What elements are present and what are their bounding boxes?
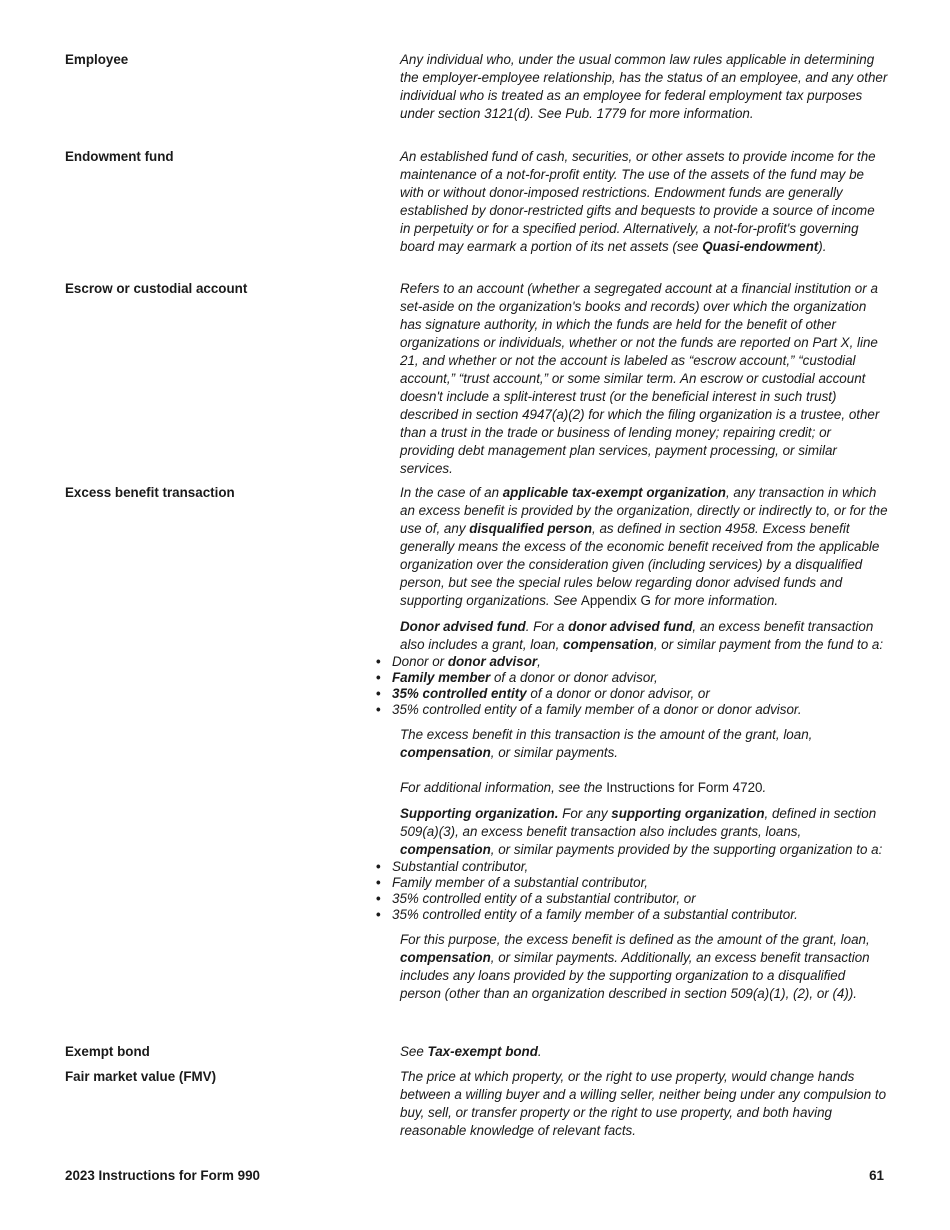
definition-endowment-fund xyxy=(400,148,888,256)
bullet-icon: • xyxy=(376,686,381,701)
term-exempt-bond: Exempt bond xyxy=(65,1044,150,1059)
term-endowment-fund: Endowment fund xyxy=(65,149,174,164)
bullet-icon: • xyxy=(376,670,381,685)
term-escrow-account: Escrow or custodial account xyxy=(65,281,248,296)
list-item: • 35% controlled entity of a substantial contributor, or xyxy=(376,891,696,906)
bullet-icon: • xyxy=(376,654,381,669)
term-link-disqualified-person[interactable]: disqualified person xyxy=(469,521,592,536)
definition-escrow-account xyxy=(400,280,888,478)
definition-text: Any individual who, under the usual common law rules applicable in determining the employer-employee relationship, has the status of an employee, and any other individual who is treated as an employee for federal employment tax purposes under section 3121(d). See Pub. 1779 for more information. xyxy=(400,52,888,121)
term-link-compensation[interactable]: compensation xyxy=(400,950,491,965)
excess-benefit-paragraph: In the case of an applicable tax-exempt organization, any transaction in which an excess benefit is provided by the organization, directly or indirectly to, or for the use of, any disqualified person, as defined in section 4958. Excess benefit generally means the excess of the economic benefit received from the applicable organization over the consideration given (including services) by a disqualified person, but see the special rules below regarding donor advised funds and supporting organizations. See Appendix G for more information. xyxy=(400,485,888,608)
appendix-g-ref[interactable]: Appendix G xyxy=(580,593,651,608)
term-excess-benefit: Excess benefit transaction xyxy=(65,485,235,500)
donor-advised-fund-bullets xyxy=(376,654,880,718)
term-link-family-member[interactable]: Family member xyxy=(392,670,491,685)
subhead-supporting-organization: Supporting organization. xyxy=(400,806,559,821)
definition-text: An established fund of cash, securities, or other assets to provide income for the maintenance of a not-for-profit entity. The use of the assets of the fund may be with or without donor-imposed restrictions. Endowment funds are generally established by donor-restricted gifts and bequests to provide a source of income in perpetuity or for a specified period. Alternatively, a not-for-profit's governing board may earmark a portion of its net assets (see xyxy=(400,149,876,254)
definition-text: Refers to an account (whether a segregated account at a financial institution or a set-aside on the organization's books and records) over which the organization has signature authority, in which the funds are held for the benefit of other organizations or individuals, whether or not the funds are reported on Part X, line 21, and whether or not the account is labeled as “escrow account,” “custodial account,” “trust account,” or some similar term. An escrow or custodial account doesn't include a split-interest trust (or the beneficial interest in such trust) described in section 4947(a)(2) for which the filing organization is a trustee, other than a trust in the trade or business of lending money; repairing credit; or providing debt management plan services, payment processing, or similar services. xyxy=(400,281,880,476)
term-link-compensation[interactable]: compensation xyxy=(400,745,491,760)
bullet-icon: • xyxy=(376,859,381,874)
list-item: • Family member of a substantial contributor, xyxy=(376,875,649,890)
list-item: • 35% controlled entity of a donor or donor advisor, or xyxy=(376,686,710,701)
definition-excess-benefit xyxy=(376,484,888,1003)
additional-info-paragraph: For additional information, see the Instructions for Form 4720. xyxy=(400,780,767,795)
bullet-icon: • xyxy=(376,875,381,890)
subhead-donor-advised-fund: Donor advised fund xyxy=(400,619,526,634)
bullet-icon: • xyxy=(376,702,381,717)
so-excess-amount-paragraph: For this purpose, the excess benefit is defined as the amount of the grant, loan, compensation, or similar payments. Additionally, an excess benefit transaction includes any loans provided by the supporting organization to a disqualified person (other than an organization described in section 509(a)(1), (2), or (4)). xyxy=(400,932,870,1001)
footer-title: 2023 Instructions for Form 990 xyxy=(65,1168,260,1183)
term-link-supporting-organization[interactable]: supporting organization xyxy=(611,806,765,821)
term-link-compensation[interactable]: compensation xyxy=(400,842,491,857)
term-link-donor-advised-fund[interactable]: donor advised fund xyxy=(568,619,693,634)
definition-text-end: ). xyxy=(818,239,827,254)
definition-fmv xyxy=(400,1068,888,1140)
definition-exempt-bond: See Tax-exempt bond. xyxy=(400,1044,542,1059)
supporting-org-bullets xyxy=(376,859,880,923)
cross-ref-tax-exempt-bond[interactable]: Tax-exempt bond xyxy=(427,1044,538,1059)
bullet-icon: • xyxy=(376,907,381,922)
list-item: • Donor or donor advisor, xyxy=(376,654,541,669)
bullet-icon: • xyxy=(376,891,381,906)
list-item: • 35% controlled entity of a family member of a donor or donor advisor. xyxy=(376,702,802,717)
daf-excess-amount-paragraph: The excess benefit in this transaction is the amount of the grant, loan, compensation, or similar payments. xyxy=(400,727,813,760)
form-4720-instructions-ref[interactable]: Instructions for Form 4720 xyxy=(606,780,763,795)
list-item: • Substantial contributor, xyxy=(376,859,529,874)
cross-ref-quasi-endowment[interactable]: Quasi-endowment xyxy=(702,239,819,254)
supporting-org-paragraph: Supporting organization. For any supporting organization, defined in section 509(a)(3), an excess benefit transaction also includes grants, loans, compensation, or similar payments provided by the supporting organization to a: xyxy=(400,806,883,857)
donor-advised-fund-paragraph: Donor advised fund. For a donor advised fund, an excess benefit transaction also includes a grant, loan, compensation, or similar payment from the fund to a: xyxy=(400,619,884,652)
term-link-donor-advisor[interactable]: donor advisor xyxy=(447,654,538,669)
list-item: • 35% controlled entity of a family member of a substantial contributor. xyxy=(376,907,798,922)
definition-text: The price at which property, or the right to use property, would change hands between a willing buyer and a willing seller, neither being under any compulsion to buy, sell, or transfer property or the right to use property, and both having reasonable knowledge of relevant facts. xyxy=(400,1069,887,1138)
term-link-applicable-org[interactable]: applicable tax-exempt organization xyxy=(502,485,726,500)
term-link-controlled-entity[interactable]: 35% controlled entity xyxy=(392,686,527,701)
definition-employee xyxy=(400,51,888,123)
page-number: 61 xyxy=(869,1168,884,1183)
term-link-compensation[interactable]: compensation xyxy=(563,637,654,652)
term-employee: Employee xyxy=(65,52,129,67)
term-fmv: Fair market value (FMV) xyxy=(65,1069,217,1084)
list-item: • Family member of a donor or donor advisor, xyxy=(376,670,658,685)
